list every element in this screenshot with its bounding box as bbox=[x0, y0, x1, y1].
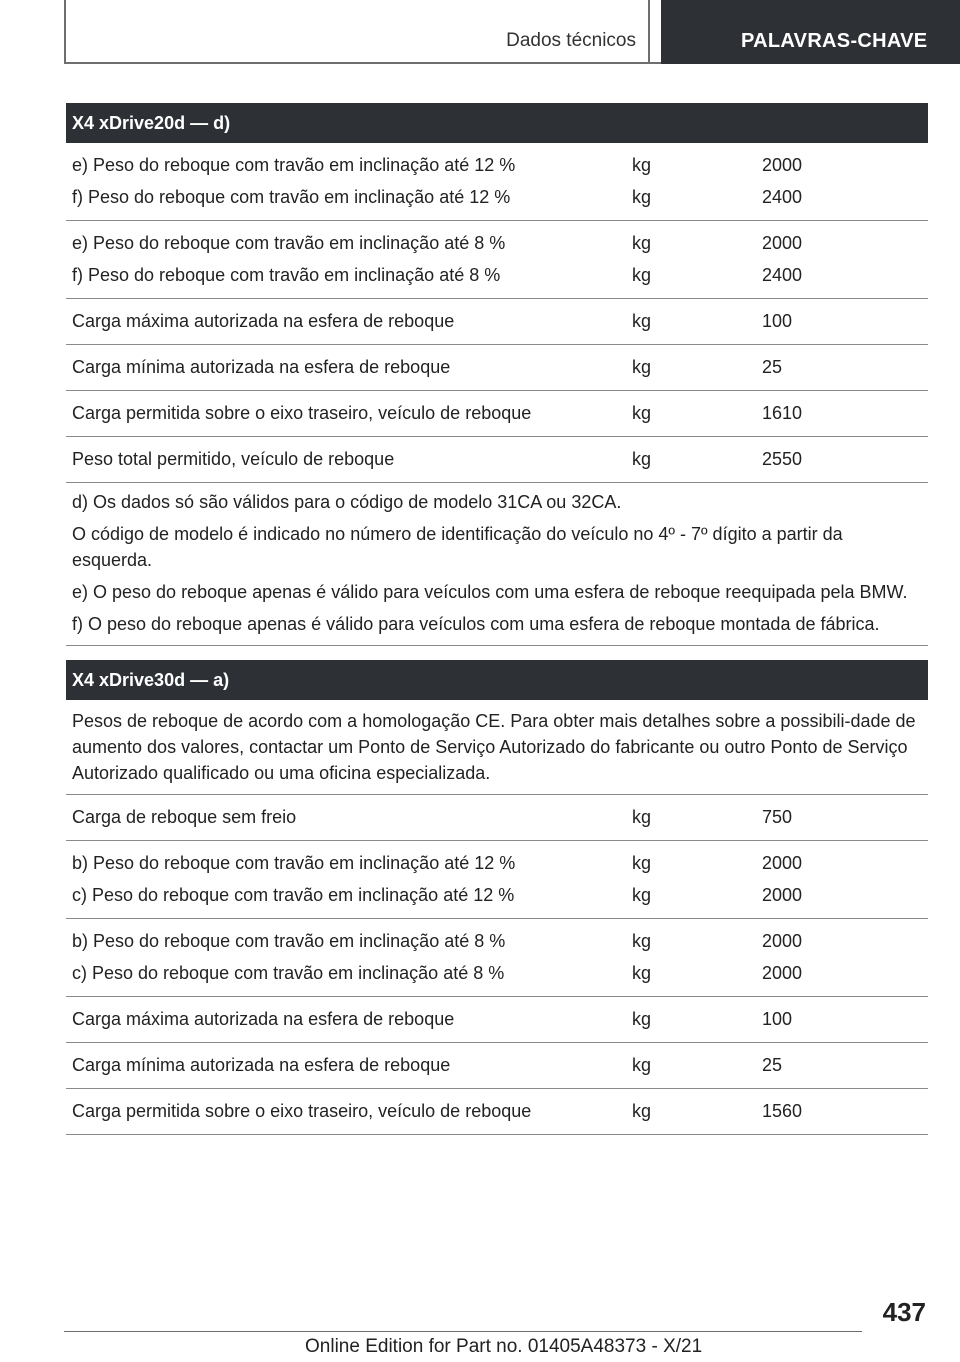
row-label: e) Peso do reboque com travão em inclinação até 8 % bbox=[72, 232, 506, 253]
row-value: 750 bbox=[762, 806, 793, 827]
row-value: 2400 bbox=[762, 186, 803, 207]
row-unit: kg bbox=[632, 310, 652, 331]
row-unit: kg bbox=[632, 448, 652, 469]
row-value: 2400 bbox=[762, 264, 803, 285]
table-body bbox=[66, 795, 928, 1135]
row-unit: kg bbox=[632, 962, 652, 983]
table-line bbox=[72, 925, 922, 957]
table-line bbox=[72, 1049, 922, 1081]
footer-divider bbox=[64, 1331, 862, 1332]
table-row bbox=[66, 919, 928, 997]
row-unit: kg bbox=[632, 806, 652, 827]
table-row bbox=[66, 437, 928, 483]
table-line bbox=[72, 227, 922, 259]
row-unit: kg bbox=[632, 232, 652, 253]
row-value: 100 bbox=[762, 1008, 793, 1029]
table-line bbox=[72, 305, 922, 337]
row-label: b) Peso do reboque com travão em inclinação até 8 % bbox=[72, 930, 506, 951]
row-label: Peso total permitido, veículo de reboque bbox=[72, 448, 395, 469]
row-label: Carga máxima autorizada na esfera de reboque bbox=[72, 310, 455, 331]
row-value: 2000 bbox=[762, 930, 803, 951]
row-label: Carga mínima autorizada na esfera de reboque bbox=[72, 1054, 451, 1075]
row-value: 2000 bbox=[762, 884, 803, 905]
footnote: e) O peso do reboque apenas é válido para veículos com uma esfera de reboque reequipada pela BMW. bbox=[72, 582, 908, 602]
table-row bbox=[66, 795, 928, 841]
row-unit: kg bbox=[632, 1054, 652, 1075]
table-line bbox=[72, 847, 922, 879]
row-unit: kg bbox=[632, 884, 652, 905]
row-value: 25 bbox=[762, 1054, 783, 1075]
table-row bbox=[66, 299, 928, 345]
table-footnotes bbox=[66, 483, 928, 646]
keywords-tab[interactable]: PALAVRAS-CHAVE bbox=[661, 0, 960, 64]
row-unit: kg bbox=[632, 930, 652, 951]
table-body bbox=[66, 143, 928, 483]
table-line bbox=[72, 397, 922, 429]
table-line bbox=[72, 351, 922, 383]
row-label: c) Peso do reboque com travão em inclinação até 8 % bbox=[72, 962, 505, 983]
footnote: d) Os dados só são válidos para o código de modelo 31CA ou 32CA. bbox=[72, 492, 622, 512]
table-line bbox=[72, 1095, 922, 1127]
row-unit: kg bbox=[632, 1100, 652, 1121]
row-value: 2000 bbox=[762, 232, 803, 253]
row-label: Carga de reboque sem freio bbox=[72, 806, 297, 827]
row-label: e) Peso do reboque com travão em inclinação até 12 % bbox=[72, 154, 516, 175]
row-unit: kg bbox=[632, 186, 652, 207]
footnote: O código de modelo é indicado no número de identificação do veículo no 4º - 7º dígito a partir da esquerda. bbox=[72, 524, 843, 570]
table-line bbox=[72, 181, 922, 213]
row-unit: kg bbox=[632, 264, 652, 285]
table-title: X4 xDrive20d — d) bbox=[66, 103, 928, 143]
spec-table-xdrive20d bbox=[66, 103, 928, 646]
row-value: 1610 bbox=[762, 402, 803, 423]
table-row bbox=[66, 1043, 928, 1089]
row-value: 2550 bbox=[762, 448, 803, 469]
row-label: Carga permitida sobre o eixo traseiro, veículo de reboque bbox=[72, 402, 532, 423]
table-line bbox=[72, 443, 922, 475]
row-value: 2000 bbox=[762, 154, 803, 175]
table-line bbox=[72, 149, 922, 181]
row-unit: kg bbox=[632, 154, 652, 175]
table-row bbox=[66, 391, 928, 437]
row-label: f) Peso do reboque com travão em inclinação até 8 % bbox=[72, 264, 501, 285]
spec-table-xdrive30d bbox=[66, 660, 928, 1135]
row-label: c) Peso do reboque com travão em inclinação até 12 % bbox=[72, 884, 515, 905]
table-row bbox=[66, 1089, 928, 1135]
table-row bbox=[66, 841, 928, 919]
row-unit: kg bbox=[632, 356, 652, 377]
row-unit: kg bbox=[632, 852, 652, 873]
table-row bbox=[66, 345, 928, 391]
header-section-box bbox=[64, 0, 650, 64]
row-label: b) Peso do reboque com travão em inclinação até 12 % bbox=[72, 852, 516, 873]
table-row bbox=[66, 997, 928, 1043]
section-title: Dados técnicos bbox=[506, 30, 636, 51]
edition-note: Online Edition for Part no. 01405A48373 - X/21 bbox=[305, 1336, 703, 1357]
table-line bbox=[72, 801, 922, 833]
row-unit: kg bbox=[632, 402, 652, 423]
table-row bbox=[66, 221, 928, 299]
table-line bbox=[72, 879, 922, 911]
row-label: Carga permitida sobre o eixo traseiro, veículo de reboque bbox=[72, 1100, 532, 1121]
table-intro: Pesos de reboque de acordo com a homologação CE. Para obter mais detalhes sobre a possibili-dade de aumento dos valores, contactar um Ponto de Serviço Autorizado do fabricante ou outro Ponto de Serviço Autorizado qualificado ou uma oficina especializada. bbox=[66, 700, 928, 795]
table-line bbox=[72, 957, 922, 989]
row-unit: kg bbox=[632, 1008, 652, 1029]
row-label: f) Peso do reboque com travão em inclinação até 12 % bbox=[72, 186, 511, 207]
table-line bbox=[72, 1003, 922, 1035]
table-line bbox=[72, 259, 922, 291]
row-value: 25 bbox=[762, 356, 783, 377]
row-value: 1560 bbox=[762, 1100, 803, 1121]
row-value: 2000 bbox=[762, 852, 803, 873]
row-label: Carga máxima autorizada na esfera de reboque bbox=[72, 1008, 455, 1029]
row-value: 100 bbox=[762, 310, 793, 331]
table-title: X4 xDrive30d — a) bbox=[66, 660, 928, 700]
footnote: f) O peso do reboque apenas é válido para veículos com uma esfera de reboque montada de fábrica. bbox=[72, 614, 880, 634]
table-row bbox=[66, 143, 928, 221]
row-value: 2000 bbox=[762, 962, 803, 983]
row-label: Carga mínima autorizada na esfera de reboque bbox=[72, 356, 451, 377]
page-number: 437 bbox=[882, 1297, 926, 1327]
